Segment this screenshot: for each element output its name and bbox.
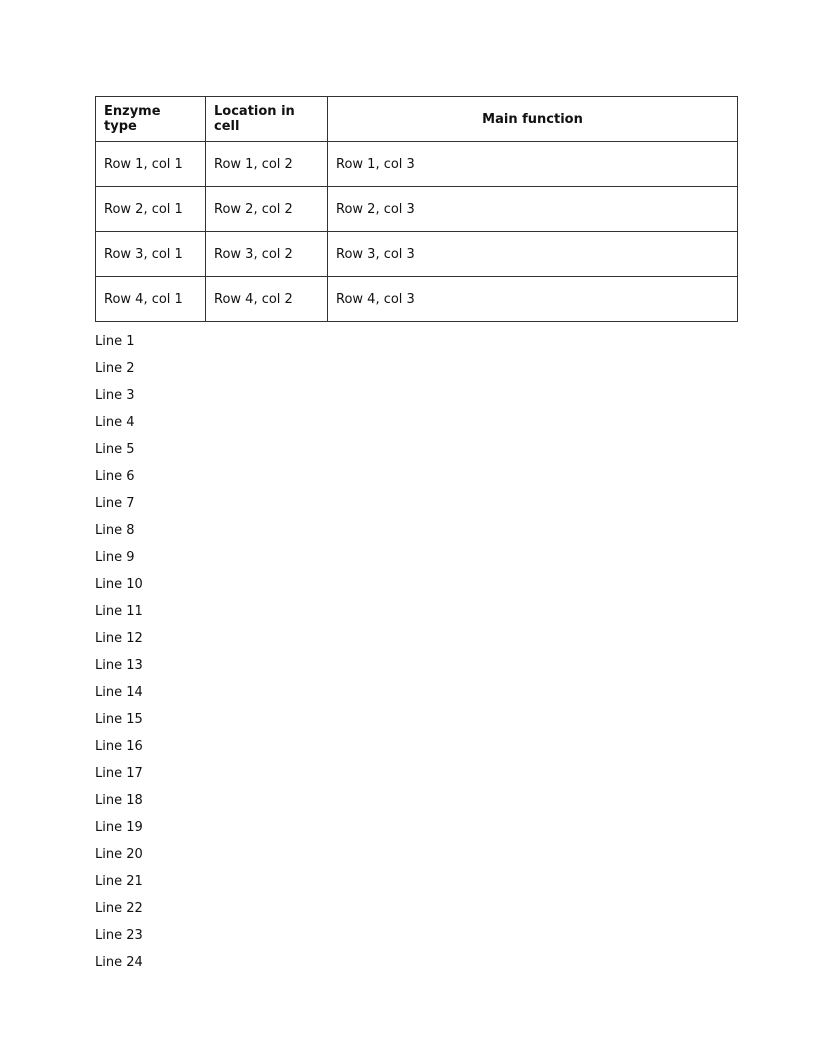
text-line: Line 3 — [95, 388, 135, 403]
table-cell: Row 3, col 3 — [328, 232, 738, 277]
text-line: Line 13 — [95, 658, 143, 673]
enzyme-table — [95, 96, 738, 322]
table-row — [96, 232, 738, 277]
text-line: Line 4 — [95, 415, 135, 430]
body-text — [95, 328, 737, 976]
table-cell: Row 4, col 1 — [96, 277, 206, 322]
table-cell: Row 2, col 1 — [96, 187, 206, 232]
text-line: Line 23 — [95, 928, 143, 943]
text-line: Line 20 — [95, 847, 143, 862]
table-cell: Row 1, col 3 — [328, 142, 738, 187]
text-line: Line 6 — [95, 469, 135, 484]
text-line: Line 12 — [95, 631, 143, 646]
table-header-cell: Enzyme type — [96, 97, 206, 142]
text-line: Line 21 — [95, 874, 143, 889]
table-cell: Row 4, col 3 — [328, 277, 738, 322]
table-row — [96, 142, 738, 187]
table-header-cell: Location in cell — [206, 97, 328, 142]
text-line: Line 15 — [95, 712, 143, 727]
text-line: Line 7 — [95, 496, 135, 511]
text-line: Line 24 — [95, 955, 143, 970]
text-line: Line 10 — [95, 577, 143, 592]
text-line: Line 17 — [95, 766, 143, 781]
text-line: Line 11 — [95, 604, 143, 619]
table-row — [96, 187, 738, 232]
text-line: Line 1 — [95, 334, 135, 349]
table-cell: Row 4, col 2 — [206, 277, 328, 322]
table-cell: Row 1, col 2 — [206, 142, 328, 187]
text-line: Line 16 — [95, 739, 143, 754]
table-cell: Row 1, col 1 — [96, 142, 206, 187]
text-line: Line 22 — [95, 901, 143, 916]
table-cell: Row 3, col 1 — [96, 232, 206, 277]
text-line: Line 19 — [95, 820, 143, 835]
text-line: Line 8 — [95, 523, 135, 538]
table-cell: Row 2, col 3 — [328, 187, 738, 232]
table-header-row — [96, 97, 738, 142]
table-cell: Row 3, col 2 — [206, 232, 328, 277]
text-line: Line 9 — [95, 550, 135, 565]
table-cell: Row 2, col 2 — [206, 187, 328, 232]
text-line: Line 14 — [95, 685, 143, 700]
table-row — [96, 277, 738, 322]
table-header-cell: Main function — [328, 97, 738, 142]
text-line: Line 2 — [95, 361, 135, 376]
text-line: Line 5 — [95, 442, 135, 457]
text-line: Line 18 — [95, 793, 143, 808]
document-page — [95, 96, 737, 976]
